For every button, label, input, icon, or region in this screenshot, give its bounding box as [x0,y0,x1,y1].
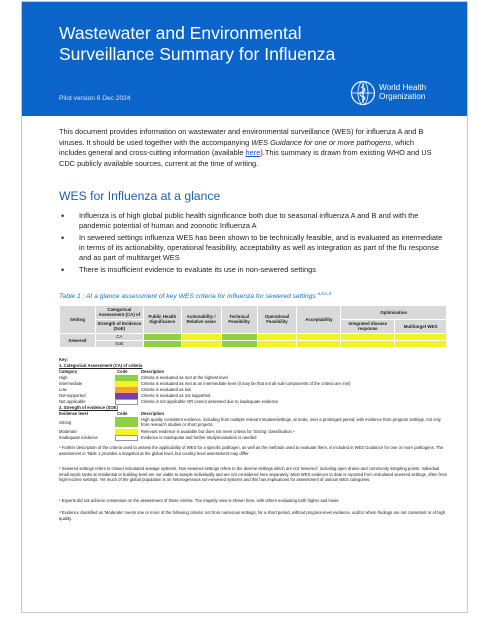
color-swatch [115,399,138,405]
row-label-sewered: Sewered [60,333,96,347]
soe-acceptability-cell [297,340,341,347]
header-integrated: Integrated disease response [341,319,395,333]
bullet-item: • Influenza is of high global public health significance both due to seasonal influenza A and B and with the pandemic potential of human and zoonotic Influenza A [59,211,449,231]
header-categorical: Categorical Assessment (CA) of [95,306,143,320]
soe-actionability-cell [181,340,221,347]
intro-paragraph: This document provides information on wastewater and environmental surveillance (WES) for influenza A and B viruses. It should be used together with the accompanying WES Guidance for one or more pathogens, which includes general and cross-cutting information (available here).This summary is drawn from existing WHO and US CDC publicly available sources, current at the time of writing. [59,127,432,168]
header-public-health: Public Health Significance [143,306,181,334]
soe-integrated-cell [341,340,395,347]
color-swatch [115,387,138,393]
header-operational: Operational Feasibility [257,306,297,334]
ca-acceptability-cell [297,333,341,340]
ca-integrated-cell [341,333,395,340]
color-swatch [115,435,138,441]
color-swatch [115,381,138,387]
header-multitarget: Multitarget WES [395,319,447,333]
soe-operational-cell [257,340,297,347]
table-caption: Table 1 : At a glance assessment of key WES criteria for influenza for sewered settings $^{a,b,c,d}$ [59,291,332,301]
who-emblem-icon [350,80,376,106]
footnote-d: ᵈ Evidence classified as 'Moderate' meets one or more of the following criteria: not from numerous settings, for a short period, without program-level evidence, and/or where findings are not consistent or of high quality. [59,510,446,521]
here-link[interactable]: here [245,148,261,157]
wes-criteria-table [59,305,447,348]
header-technical: Technical Feasibility [221,306,257,334]
document-title: Wastewater and Environmental Surveillance Summary for Influenza [59,23,336,64]
document-page: Wastewater and Environmental Surveillance Summary for Influenza Pilot version 6 Dec 2024 World Health Organization This document provides information on wastewater and environmental surveillance (WES) for influenza A and B viruses. It should be used together with the accompanying WES Guidance for one or more pathogens, which includes general and cross-cutting information (available here).This summary is drawn from existing WHO and US CDC publicly available sources, current at the time of writing. WES for Influenza at a glance • Influenza is of high global public health significance both due to seasonal influenza A and B and with the pandemic potential of human and zoonotic Influenza A • In sewered settings influenza WES has been shown to be technically feasible, and is evaluated as intermediate in terms of its actionability, operational feasibility, acceptability as well as integration as part of the flu response and as part of multitarget WES • There is insufficient evidence to evaluate its use in non-sewered settings Table 1 : At a glance assessment of key WES criteria for influenza for sewered settings $^{a,b,c,d}$ Setting Categorical Assessment (CA) of Public Health Significance Actionability / Relative value Technical Feasibility Operational Feasibility Acceptability Optimisation Strength of Evidence (SoE) Integrated disease response Multitarget WES Sewered CA SoE Key: 1. Categorical Assessment (CA) of criteria Category Code Description High Criteria is evaluated as met at the highest level Intermediate Criteria is evaluated as met at an intermediate level (it may be that not all sub-components of the criteria are met) Low Criteria is evaluated as low Not-supported Criteria is evaluated as not supported Not applicable Criteria is not applicable OR cannot assessed due to inadequate evidence 2. Strength of evidence (SOE) Evidence level Code Description Strong High quality consistent evidence, including from multiple relevant studies/settings, at scale, over a prolonged period, with evidence from program settings, not only from research studies or short projects. Moderate Relevant evidence is available but does not meet criteria for 'Strong' classification.ᵉ Inadequate evidence Evidence is inadequate and further study/evaluation is needed ᵃ Further description of the criteria used to assess the applicability of WES for a specific pathogen, as well as the methods used to evaluate them, is included in WES Guidance for one or more pathogens. The assessment in Table 1 provides a snapshot at the global level, but country level assessment may differ. ᵇ Sewered settings refers to closed reticulated sewage systems. Non-sewered settings refers to the diverse settings which are not 'sewered', including open drains and community sampling points. Individual small septic tanks at residential or building level are not viable to sample individually and are not considered here separately. Most WES evidence to date is reported from reticulated sewered settings, often from high-income settings. Yet much of the global population is on heterogeneous non-sewered systems and this has implications for assessment of various WES categories. ᶜ Experts did not achieve consensus on the assessment of these criteria. The majority view is shown here, with others evaluating both higher and lower. ᵈ Evidence classified as 'Moderate' meets one or more of the following criteria: not from numerous settings, for a short period, without program-level evidence, and/or where findings are not consistent or of high quality. [21,1,468,613]
soe-public-health-cell [143,340,181,347]
soe-technical-cell [221,340,257,347]
color-swatch [115,393,138,399]
footnote-c: ᶜ Experts did not achieve consensus on the assessment of these criteria. The majority view is shown here, with others evaluating both higher and lower. [59,498,340,503]
color-swatch [115,417,138,427]
footnote-b: ᵇ Sewered settings refers to closed reticulated sewage systems. Non-sewered settings refers to the diverse settings which are not 'sewered', including open drains and community sampling points. Individual small septic tanks at residential or building level are not viable to sample individually and are not considered here separately. Most WES evidence to date is reported from reticulated sewered settings, often from high-income settings. Yet much of the global population is on heterogeneous non-sewered systems and this has implications for assessment of various WES categories. [59,466,447,483]
color-swatch [115,429,138,435]
header-banner [22,2,467,116]
bullet-item: • There is insufficient evidence to evaluate its use in non-sewered settings [59,265,449,275]
ca-actionability-cell [181,333,221,340]
table-row-soe [60,340,447,347]
ca-operational-cell [257,333,297,340]
header-strength: Strength of Evidence (SoE) [97,320,142,332]
header-actionability: Actionability / Relative value [181,306,221,334]
header-acceptability: Acceptability [297,306,341,334]
header-optimisation: Optimisation [341,306,447,320]
ca-technical-cell [221,333,257,340]
who-logo [350,80,462,108]
section-heading: WES for Influenza at a glance [59,189,221,203]
color-swatch [115,375,138,381]
who-wordmark: World Health Organization [379,83,427,101]
ca-label: CA [95,333,143,340]
ca-public-health-cell [143,333,181,340]
header-setting: Setting [60,306,96,334]
soe-label: SoE [95,340,143,347]
pilot-version-label: Pilot version 6 Dec 2024 [59,95,131,102]
summary-bullet-list [59,211,449,277]
footnote-a: ᵃ Further description of the criteria used to assess the applicability of WES for a specific pathogen, as well as the methods used to evaluate them, is included in WES Guidance for one or more pathogens. The assessment in Table 1 provides a snapshot at the global level, but country level assessment may differ. [59,445,444,456]
bullet-item: • In sewered settings influenza WES has been shown to be technically feasible, and is evaluated as intermediate in terms of its actionability, operational feasibility, acceptability as well as integration as part of the flu response and as part of multitarget WES [59,233,449,263]
soe-multitarget-cell [395,340,447,347]
ca-multitarget-cell [395,333,447,340]
table-row-ca [60,333,447,340]
